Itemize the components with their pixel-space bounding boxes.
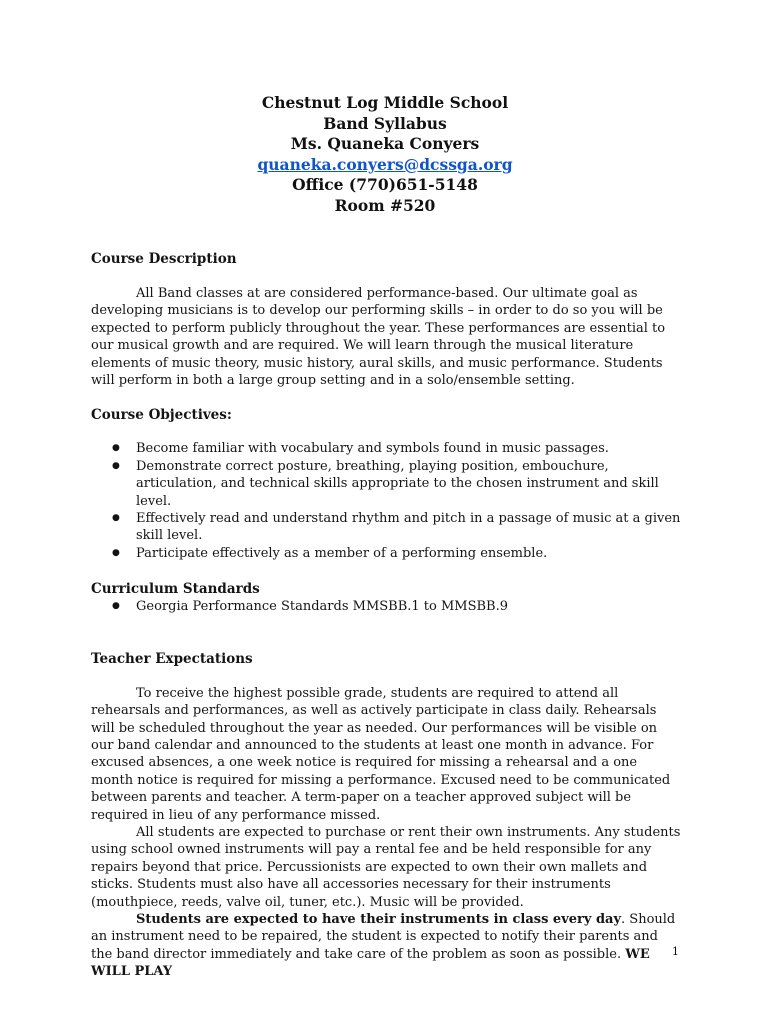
teacher-expectations-para2: All students are expected to purchase or rent their own instruments. Any students using school owned instruments will pay a rental fee and be held responsible for any repairs beyond that price. Percussionists are expected to own their own mallets and sticks. Students must also have all accessories necessary for their instruments (mouthpiece, reeds, valve oil, tuner, etc.). Music will be provided. [91, 824, 681, 910]
teacher-name: Ms. Quaneka Conyers [290, 134, 480, 153]
teacher-expectations-para1: To receive the highest possible grade, students are required to attend all rehearsals and performances, as well as actively participate in class daily. Rehearsals will be scheduled throughout the year as needed. Our performances will be visible on our band calendar and announced to the students at least one month in advance. For excused absences, a one week notice is required for missing a rehearsal and a one month notice is required for missing a performance. Excused need to be communicated between parents and teacher. A term-paper on a teacher approved subject will be required in lieu of any performance missed. [91, 685, 671, 823]
office-phone: Office (770)651-5148 [292, 175, 478, 194]
course-objectives-list [91, 440, 681, 562]
list-item: ● Become familiar with vocabulary and symbols found in music passages. [136, 440, 681, 457]
curriculum-standards-list [91, 598, 681, 615]
document-header [0, 93, 770, 216]
document-body [91, 250, 681, 981]
course-title: Band Syllabus [323, 113, 447, 133]
we-will-play-bold: WE WILL PLAY [91, 946, 650, 980]
curriculum-standards-heading: Curriculum Standards [91, 581, 260, 598]
instruments-required-bold: Students are expected to have their instruments in class every day [136, 911, 622, 927]
course-objectives-heading: Course Objectives: [91, 407, 232, 424]
repair-policy-text: . Should an instrument need to be repaired, the student is expected to notify their parents and the band director immediately and take care of the problem as soon as possible. [91, 911, 676, 962]
course-description-heading: Course Description [91, 251, 237, 267]
room-number: Room #520 [334, 195, 436, 215]
school-name: Chestnut Log Middle School [261, 93, 509, 112]
list-item: ● Effectively read and understand rhythm and pitch in a passage of music at a given skill level. [136, 510, 681, 545]
list-item: ● Georgia Performance Standards MMSBB.1 to MMSBB.9 [136, 598, 681, 615]
list-item: ● Demonstrate correct posture, breathing, playing position, embouchure, articulation, and technical skills appropriate to the chosen instrument and skill level. [136, 458, 681, 510]
teacher-expectations-para3 [91, 911, 681, 981]
teacher-expectations-heading: Teacher Expectations [91, 650, 253, 667]
course-description-text: All Band classes at are considered performance-based. Our ultimate goal as developing musicians is to develop our performing skills – in order to do so you will be expected to perform publicly throughout the year. These performances are essential to our musical growth and are required. We will learn through the musical literature elements of music theory, music history, aural skills, and music performance. Students will perform in both a large group setting and in a solo/ensemble setting. [91, 286, 666, 389]
list-item: ● Participate effectively as a member of a performing ensemble. [136, 545, 681, 562]
teacher-email-link[interactable]: quaneka.conyers@dcssga.org [257, 154, 513, 174]
page-number: 1 [672, 945, 679, 958]
